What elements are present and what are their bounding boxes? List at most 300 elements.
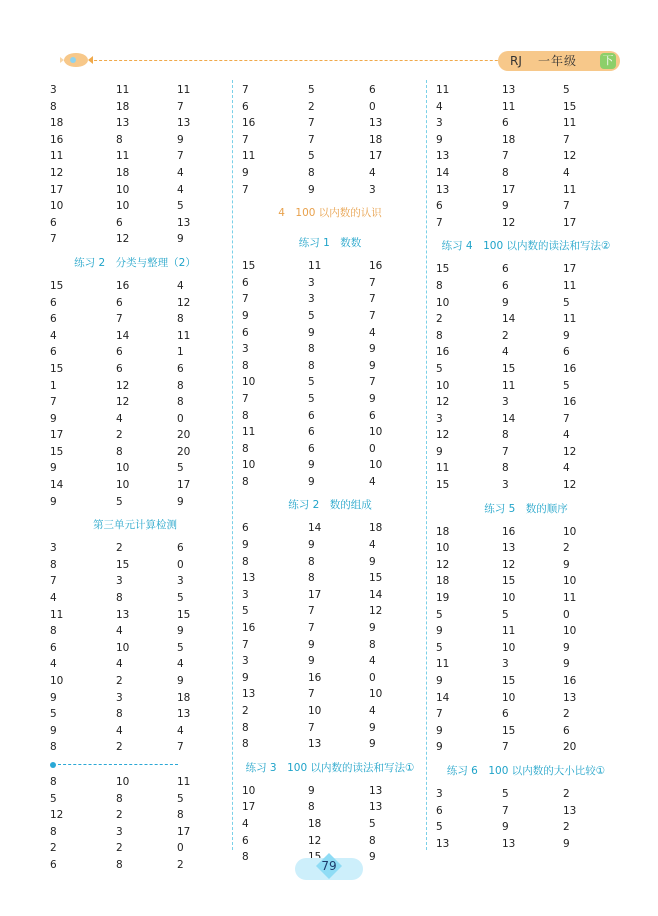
answer-value: 6 [50, 296, 57, 309]
answer-row [50, 791, 220, 808]
answer-row [242, 82, 418, 99]
answer-value: 2 [563, 787, 570, 800]
answer-value: 16 [563, 675, 577, 687]
answer-value: 10 [50, 200, 64, 213]
divider-dot [50, 762, 56, 768]
answer-row [50, 165, 220, 182]
answer-value: 6 [50, 858, 57, 871]
answer-value: 7 [563, 412, 570, 425]
answer-value: 3 [436, 787, 443, 800]
answer-value: 9 [177, 133, 184, 146]
answer-row [242, 408, 418, 425]
answer-value: 13 [369, 117, 383, 130]
answer-value: 16 [242, 622, 256, 635]
answer-value: 7 [369, 276, 376, 289]
answer-row [50, 344, 220, 361]
answer-value: 18 [177, 691, 191, 704]
answer-row [50, 739, 220, 756]
answer-value: 4 [177, 183, 184, 196]
answer-value: 9 [50, 412, 57, 425]
answer-row [436, 540, 616, 557]
answer-value: 6 [563, 724, 570, 737]
answer-value: 10 [436, 296, 450, 309]
answer-value: 11 [436, 658, 450, 671]
answer-row [242, 441, 418, 458]
answer-value: 5 [436, 608, 443, 621]
answer-value: 6 [369, 84, 376, 96]
answer-value: 4 [369, 539, 376, 552]
answer-value: 10 [308, 705, 322, 717]
answer-value: 15 [50, 445, 64, 458]
answer-value: 10 [563, 525, 577, 538]
answer-row [436, 640, 616, 657]
answer-value: 8 [502, 462, 509, 475]
answer-value: 12 [177, 296, 191, 309]
answer-row [50, 673, 220, 690]
answer-row [50, 132, 220, 149]
answer-value: 4 [369, 475, 376, 488]
answer-row [50, 328, 220, 345]
answer-value: 5 [177, 200, 184, 213]
answer-value: 5 [308, 309, 315, 322]
unit-heading: 4 100 以内数的认识 [278, 207, 382, 220]
answer-value: 6 [116, 362, 123, 375]
answer-value: 19 [436, 592, 450, 605]
answer-value: 14 [369, 588, 383, 601]
answer-row [50, 656, 220, 673]
answer-value: 7 [242, 392, 249, 405]
answer-value: 6 [436, 804, 443, 817]
answer-value: 13 [116, 608, 130, 621]
answer-row [242, 703, 418, 720]
answer-value: 15 [436, 263, 450, 276]
answer-value: 3 [436, 117, 443, 130]
answer-value: 8 [308, 343, 315, 356]
answer-value: 1 [50, 379, 57, 392]
answer-value: 7 [369, 309, 376, 322]
answer-value: 8 [308, 555, 315, 568]
answer-value: 8 [242, 475, 249, 488]
series-label: RJ [510, 54, 522, 68]
answer-value: 15 [563, 100, 577, 113]
answer-value: 6 [502, 708, 509, 721]
answer-value: 12 [369, 605, 383, 618]
answer-column-right [436, 82, 616, 852]
answer-value: 13 [116, 117, 130, 130]
answer-row [50, 278, 220, 295]
answer-row [242, 537, 418, 554]
answer-value: 3 [308, 276, 315, 289]
answer-row [436, 361, 616, 378]
answer-value: 12 [563, 150, 577, 163]
answer-row [436, 739, 616, 756]
answer-row [242, 325, 418, 342]
answer-value: 3 [177, 575, 184, 588]
answer-row [436, 673, 616, 690]
answer-value: 4 [177, 166, 184, 179]
answer-value: 9 [436, 445, 443, 458]
answer-value: 14 [436, 166, 450, 179]
answer-value: 4 [369, 705, 376, 717]
answer-row [242, 783, 418, 800]
answer-value: 18 [436, 525, 450, 538]
answer-row [50, 215, 220, 232]
answer-row [50, 573, 220, 590]
answer-value: 7 [177, 741, 184, 754]
answer-value: 2 [436, 313, 443, 326]
answer-row [436, 278, 616, 295]
answer-row [242, 554, 418, 571]
answer-value: 15 [116, 558, 130, 571]
answer-value: 2 [242, 705, 249, 717]
answer-value: 10 [116, 479, 130, 492]
answer-value: 8 [436, 329, 443, 342]
answer-row [436, 607, 616, 624]
answer-value: 7 [308, 605, 315, 618]
answer-row [436, 311, 616, 328]
answer-row [242, 720, 418, 737]
answer-value: 3 [242, 343, 249, 356]
answer-value: 10 [502, 641, 516, 654]
answer-row [436, 803, 616, 820]
answer-value: 13 [369, 784, 383, 797]
answer-value: 16 [436, 346, 450, 359]
answer-value: 9 [369, 622, 376, 635]
answer-row [436, 99, 616, 116]
answer-value: 9 [177, 495, 184, 508]
answer-value: 17 [242, 801, 256, 814]
answer-row [50, 198, 220, 215]
answer-value: 11 [502, 100, 516, 113]
answer-value: 2 [308, 100, 315, 113]
answer-value: 9 [308, 655, 315, 668]
answer-row [242, 637, 418, 654]
answer-value: 11 [242, 150, 256, 163]
answer-value: 7 [436, 708, 443, 721]
answer-row [242, 374, 418, 391]
answer-value: 6 [116, 296, 123, 309]
answer-value: 7 [502, 804, 509, 817]
answer-value: 13 [436, 837, 450, 850]
answer-value: 18 [369, 522, 383, 535]
answer-value: 8 [116, 592, 123, 605]
section-divider [50, 756, 220, 774]
answer-row [50, 690, 220, 707]
answer-value: 8 [177, 396, 184, 409]
answer-value: 7 [563, 133, 570, 146]
answer-row [242, 258, 418, 275]
answer-value: 14 [116, 329, 130, 342]
answer-value: 5 [177, 462, 184, 475]
answer-value: 4 [563, 462, 570, 475]
answer-value: 0 [369, 671, 376, 684]
answer-value: 11 [563, 592, 577, 605]
answer-row [50, 477, 220, 494]
answer-value: 5 [308, 84, 315, 96]
answer-value: 6 [50, 641, 57, 654]
answer-value: 4 [369, 655, 376, 668]
answer-value: 9 [50, 495, 57, 508]
answer-value: 2 [116, 842, 123, 855]
answer-row [436, 477, 616, 494]
answer-value: 13 [308, 738, 322, 751]
answer-value: 5 [177, 792, 184, 805]
answer-value: 13 [502, 837, 516, 850]
answer-value: 7 [502, 741, 509, 754]
answer-value: 7 [50, 233, 57, 246]
answer-row [242, 424, 418, 441]
answer-value: 6 [242, 522, 249, 535]
section-heading: 练习 2 数的组成 [288, 499, 372, 512]
answer-row [242, 653, 418, 670]
answer-row [242, 587, 418, 604]
answer-value: 5 [242, 605, 249, 618]
answer-row [242, 132, 418, 149]
answer-value: 11 [116, 84, 130, 96]
answer-row [50, 361, 220, 378]
answer-value: 9 [308, 638, 315, 651]
answer-row [436, 411, 616, 428]
answer-value: 2 [116, 429, 123, 442]
answer-row [50, 723, 220, 740]
answer-value: 3 [369, 183, 376, 196]
answer-value: 13 [502, 542, 516, 555]
answer-value: 16 [563, 362, 577, 375]
answer-value: 8 [50, 775, 57, 788]
answer-value: 10 [369, 426, 383, 439]
answer-row [50, 640, 220, 657]
answer-value: 0 [369, 442, 376, 455]
answer-value: 10 [242, 376, 256, 389]
answer-value: 3 [242, 588, 249, 601]
answer-value: 8 [242, 359, 249, 372]
answer-value: 16 [242, 117, 256, 130]
answer-value: 9 [436, 625, 443, 638]
answer-value: 20 [563, 741, 577, 754]
answer-value: 12 [502, 558, 516, 571]
answer-value: 7 [436, 216, 443, 229]
section-heading: 第三单元计算检测 [93, 519, 177, 532]
divider-line [58, 764, 178, 765]
answer-value: 10 [116, 462, 130, 475]
answer-value: 15 [502, 724, 516, 737]
answer-row [50, 540, 220, 557]
answer-value: 15 [502, 675, 516, 687]
answer-value: 11 [50, 150, 64, 163]
answer-row [436, 690, 616, 707]
answer-value: 8 [502, 166, 509, 179]
answer-value: 12 [308, 834, 322, 847]
answer-row [436, 723, 616, 740]
answer-value: 8 [50, 741, 57, 754]
answer-value: 6 [50, 313, 57, 326]
answer-value: 8 [308, 801, 315, 814]
answer-value: 6 [502, 263, 509, 276]
answer-value: 13 [436, 150, 450, 163]
answer-value: 2 [116, 675, 123, 687]
answer-value: 10 [369, 459, 383, 472]
answer-value: 15 [177, 608, 191, 621]
answer-value: 13 [242, 688, 256, 701]
answer-value: 9 [563, 658, 570, 671]
answer-value: 5 [369, 817, 376, 830]
answer-row [242, 148, 418, 165]
answer-row [50, 824, 220, 841]
answer-row [436, 115, 616, 132]
answer-value: 15 [502, 362, 516, 375]
answer-value: 9 [436, 724, 443, 737]
answer-value: 15 [369, 572, 383, 585]
answer-value: 4 [50, 592, 57, 605]
answer-value: 7 [308, 721, 315, 734]
column-separator [232, 80, 233, 850]
answer-value: 7 [116, 313, 123, 326]
answer-value: 9 [369, 392, 376, 405]
answer-value: 8 [242, 738, 249, 751]
answer-value: 3 [502, 658, 509, 671]
term-label: 下 [600, 53, 616, 69]
answer-row [436, 198, 616, 215]
answer-value: 4 [369, 166, 376, 179]
answer-row [50, 427, 220, 444]
answer-value: 8 [50, 625, 57, 638]
answer-value: 6 [436, 200, 443, 213]
answer-value: 11 [563, 313, 577, 326]
answer-value: 15 [242, 260, 256, 273]
answer-value: 8 [308, 359, 315, 372]
answer-row [436, 165, 616, 182]
answer-row [436, 394, 616, 411]
column-separator [426, 80, 427, 850]
answer-value: 10 [116, 200, 130, 213]
answer-value: 6 [563, 346, 570, 359]
answer-value: 4 [242, 817, 249, 830]
answer-row [50, 295, 220, 312]
answer-value: 18 [502, 133, 516, 146]
answer-row [50, 774, 220, 791]
answer-value: 7 [177, 100, 184, 113]
answer-value: 9 [242, 309, 249, 322]
answer-value: 9 [242, 539, 249, 552]
answer-value: 17 [177, 479, 191, 492]
answer-value: 17 [50, 183, 64, 196]
answer-value: 6 [242, 100, 249, 113]
answer-value: 17 [308, 588, 322, 601]
answer-value: 7 [50, 575, 57, 588]
answer-value: 15 [50, 279, 64, 292]
answer-row [242, 670, 418, 687]
answer-value: 3 [116, 825, 123, 838]
answer-row [436, 344, 616, 361]
answer-value: 5 [563, 379, 570, 392]
answer-value: 10 [563, 625, 577, 638]
answer-row [242, 457, 418, 474]
answer-value: 10 [436, 379, 450, 392]
answer-row [242, 341, 418, 358]
answer-row [436, 786, 616, 803]
answer-value: 9 [369, 555, 376, 568]
answer-row [50, 840, 220, 857]
grade-badge [498, 51, 620, 71]
answer-row [50, 99, 220, 116]
answer-value: 1 [177, 346, 184, 359]
answer-value: 13 [436, 183, 450, 196]
answer-value: 2 [563, 542, 570, 555]
answer-value: 18 [116, 166, 130, 179]
answer-row [436, 460, 616, 477]
answer-value: 9 [308, 459, 315, 472]
answer-value: 10 [116, 641, 130, 654]
answer-value: 8 [116, 708, 123, 721]
answer-value: 8 [436, 279, 443, 292]
answer-value: 5 [177, 592, 184, 605]
answer-value: 3 [308, 293, 315, 306]
answer-value: 7 [50, 396, 57, 409]
answer-row [242, 474, 418, 491]
section-heading: 练习 6 100 以内数的大小比较① [446, 764, 606, 777]
answer-value: 0 [177, 842, 184, 855]
answer-row [50, 311, 220, 328]
answer-value: 5 [436, 641, 443, 654]
answer-value: 6 [116, 346, 123, 359]
answer-row [50, 378, 220, 395]
answer-value: 15 [436, 479, 450, 492]
answer-value: 7 [308, 622, 315, 635]
answer-value: 8 [177, 313, 184, 326]
answer-value: 11 [308, 260, 322, 273]
answer-value: 12 [50, 809, 64, 822]
answer-value: 20 [177, 445, 191, 458]
answer-value: 5 [308, 392, 315, 405]
answer-value: 10 [502, 691, 516, 704]
answer-value: 2 [50, 842, 57, 855]
answer-value: 8 [177, 379, 184, 392]
answer-value: 11 [177, 775, 191, 788]
answer-value: 12 [116, 379, 130, 392]
answer-row [50, 82, 220, 99]
answer-row [436, 573, 616, 590]
answer-value: 9 [502, 296, 509, 309]
answer-value: 8 [242, 721, 249, 734]
answer-value: 0 [369, 100, 376, 113]
answer-value: 8 [242, 555, 249, 568]
answer-value: 11 [177, 329, 191, 342]
answer-value: 9 [369, 721, 376, 734]
answer-value: 7 [308, 688, 315, 701]
answer-value: 9 [436, 675, 443, 687]
answer-value: 12 [436, 429, 450, 442]
answer-value: 9 [369, 738, 376, 751]
answer-value: 6 [116, 216, 123, 229]
answer-value: 9 [308, 539, 315, 552]
answer-row [242, 291, 418, 308]
answer-value: 10 [50, 675, 64, 687]
answer-value: 10 [242, 459, 256, 472]
answer-value: 7 [242, 183, 249, 196]
answer-row [436, 148, 616, 165]
answer-value: 9 [369, 359, 376, 372]
answer-value: 20 [177, 429, 191, 442]
answer-value: 0 [177, 412, 184, 425]
answer-value: 0 [177, 558, 184, 571]
answer-value: 4 [369, 326, 376, 339]
answer-value: 4 [177, 658, 184, 671]
answer-value: 18 [436, 575, 450, 588]
answer-value: 6 [50, 346, 57, 359]
answer-value: 5 [50, 792, 57, 805]
answer-value: 11 [242, 426, 256, 439]
answer-value: 5 [116, 495, 123, 508]
